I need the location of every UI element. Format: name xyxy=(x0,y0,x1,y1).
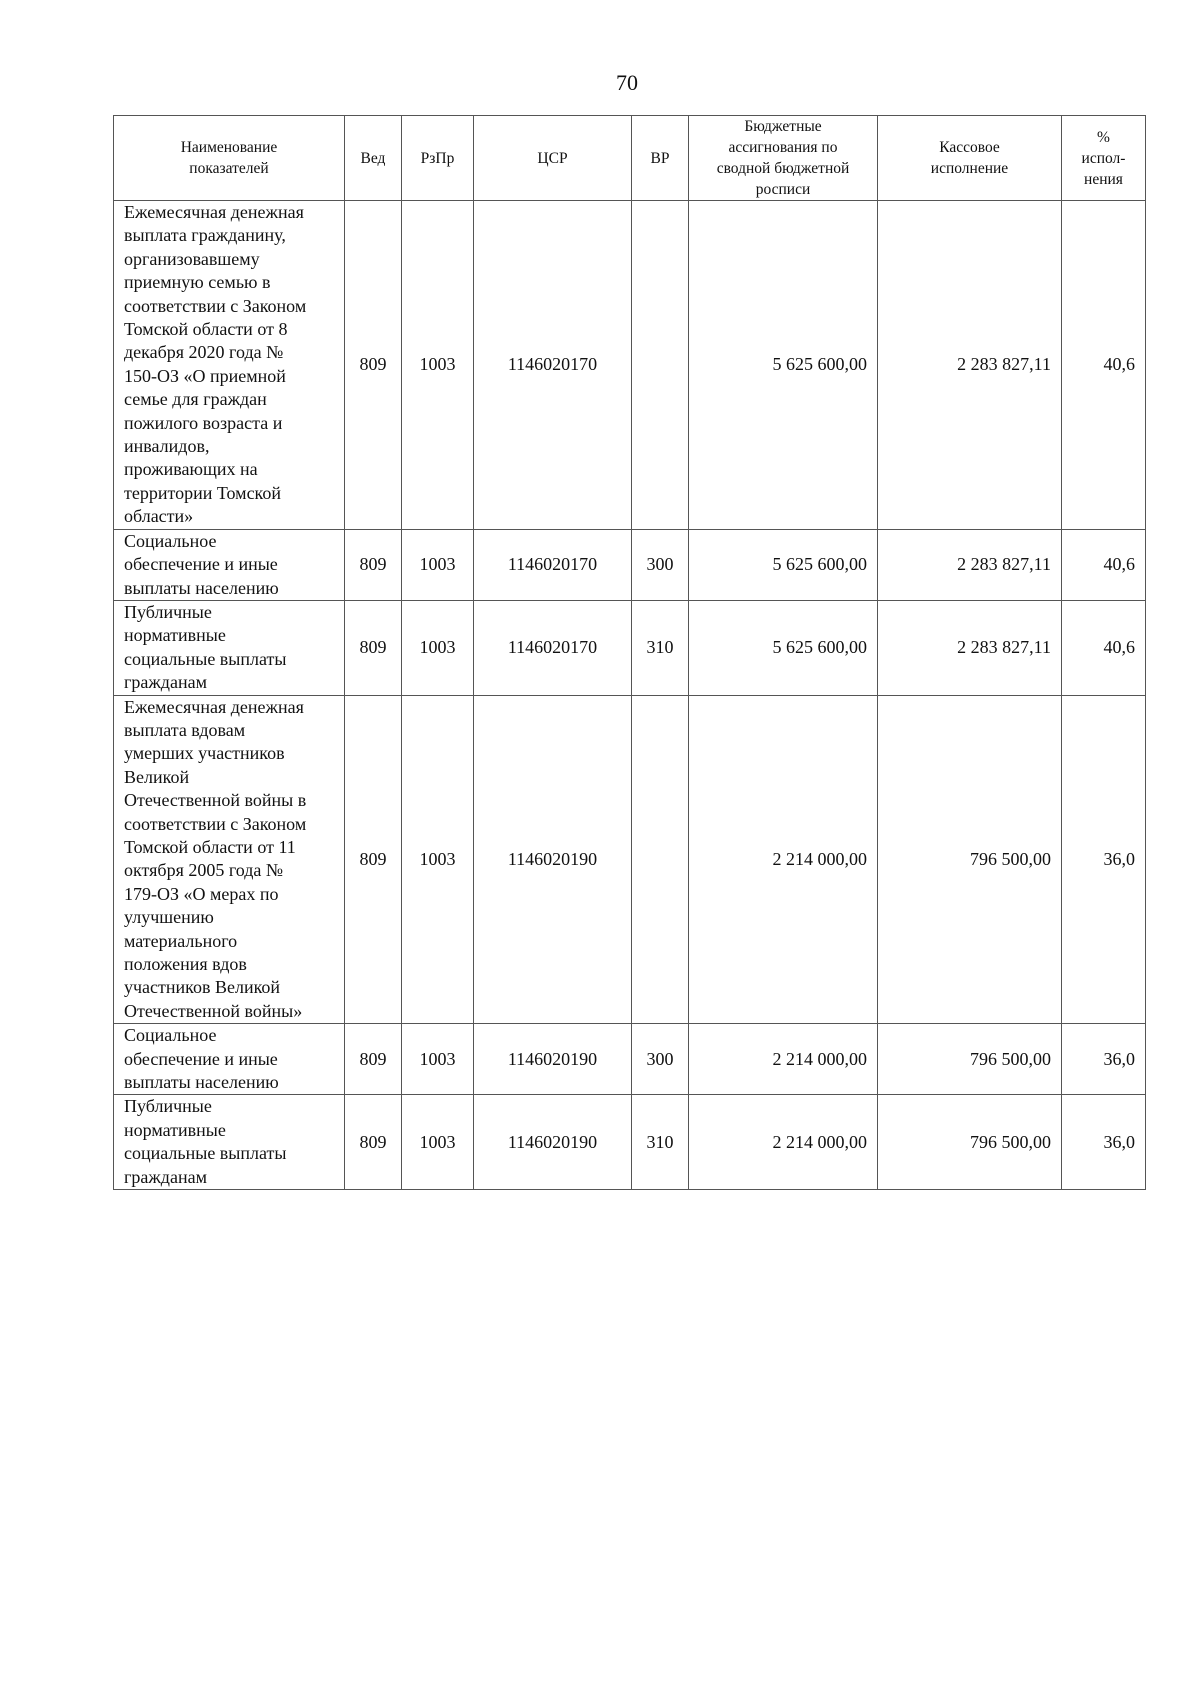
col-header-name: Наименование показателей xyxy=(114,116,345,201)
table-row xyxy=(114,600,1146,695)
cell-cash: 2 283 827,11 xyxy=(878,529,1062,600)
cell-name: Публичные нормативные социальные выплаты гражданам xyxy=(114,1095,345,1190)
cell-rzpr: 1003 xyxy=(402,695,474,1024)
col-header-ved: Вед xyxy=(345,116,402,201)
cell-percent: 36,0 xyxy=(1062,695,1146,1024)
cell-ved: 809 xyxy=(345,529,402,600)
cell-ved: 809 xyxy=(345,1095,402,1190)
cell-ved: 809 xyxy=(345,695,402,1024)
cell-csr: 1146020190 xyxy=(474,695,632,1024)
cell-name: Ежемесячная денежная выплата гражданину, организовавшему приемную семью в соответствии с Законом Томской области от 8 декабря 2020 года № 150-ОЗ «О приемной семье для граждан пожилого возраста и инвалидов, проживающих на территории Томской области» xyxy=(114,201,345,530)
cell-csr: 1146020170 xyxy=(474,201,632,530)
cell-ved: 809 xyxy=(345,600,402,695)
table-body xyxy=(114,201,1146,1190)
cell-budget: 2 214 000,00 xyxy=(689,695,878,1024)
col-header-cash: Кассовое исполнение xyxy=(878,116,1062,201)
cell-csr: 1146020170 xyxy=(474,600,632,695)
cell-csr: 1146020170 xyxy=(474,529,632,600)
table-row xyxy=(114,1095,1146,1190)
cell-vr xyxy=(632,201,689,530)
budget-table xyxy=(113,115,1146,1190)
cell-cash: 796 500,00 xyxy=(878,1095,1062,1190)
cell-percent: 40,6 xyxy=(1062,600,1146,695)
col-header-budget: Бюджетные ассигнования по сводной бюджетной росписи xyxy=(689,116,878,201)
cell-name: Социальное обеспечение и иные выплаты населению xyxy=(114,529,345,600)
cell-budget: 5 625 600,00 xyxy=(689,600,878,695)
cell-name: Публичные нормативные социальные выплаты гражданам xyxy=(114,600,345,695)
cell-name: Ежемесячная денежная выплата вдовам умерших участников Великой Отечественной войны в соответствии с Законом Томской области от 11 октября 2005 года № 179-ОЗ «О мерах по улучшению материального положения вдов участников Великой Отечественной войны» xyxy=(114,695,345,1024)
cell-budget: 2 214 000,00 xyxy=(689,1095,878,1190)
table-row xyxy=(114,201,1146,530)
cell-csr: 1146020190 xyxy=(474,1024,632,1095)
cell-percent: 40,6 xyxy=(1062,201,1146,530)
col-header-csr: ЦСР xyxy=(474,116,632,201)
cell-budget: 5 625 600,00 xyxy=(689,201,878,530)
cell-ved: 809 xyxy=(345,1024,402,1095)
cell-name: Социальное обеспечение и иные выплаты населению xyxy=(114,1024,345,1095)
cell-rzpr: 1003 xyxy=(402,600,474,695)
page-number: 70 xyxy=(616,70,638,95)
cell-budget: 2 214 000,00 xyxy=(689,1024,878,1095)
cell-rzpr: 1003 xyxy=(402,201,474,530)
cell-vr: 310 xyxy=(632,1095,689,1190)
cell-vr: 310 xyxy=(632,600,689,695)
cell-cash: 796 500,00 xyxy=(878,695,1062,1024)
cell-cash: 2 283 827,11 xyxy=(878,600,1062,695)
cell-vr: 300 xyxy=(632,529,689,600)
col-header-percent: % испол- нения xyxy=(1062,116,1146,201)
cell-rzpr: 1003 xyxy=(402,529,474,600)
cell-percent: 36,0 xyxy=(1062,1095,1146,1190)
col-header-vr: ВР xyxy=(632,116,689,201)
cell-percent: 36,0 xyxy=(1062,1024,1146,1095)
cell-csr: 1146020190 xyxy=(474,1095,632,1190)
cell-cash: 2 283 827,11 xyxy=(878,201,1062,530)
cell-vr xyxy=(632,695,689,1024)
cell-rzpr: 1003 xyxy=(402,1095,474,1190)
table-header-row xyxy=(114,116,1146,201)
col-header-rzpr: РзПр xyxy=(402,116,474,201)
cell-percent: 40,6 xyxy=(1062,529,1146,600)
cell-cash: 796 500,00 xyxy=(878,1024,1062,1095)
cell-vr: 300 xyxy=(632,1024,689,1095)
cell-ved: 809 xyxy=(345,201,402,530)
table-row xyxy=(114,695,1146,1024)
table-row xyxy=(114,1024,1146,1095)
cell-rzpr: 1003 xyxy=(402,1024,474,1095)
cell-budget: 5 625 600,00 xyxy=(689,529,878,600)
table-row xyxy=(114,529,1146,600)
